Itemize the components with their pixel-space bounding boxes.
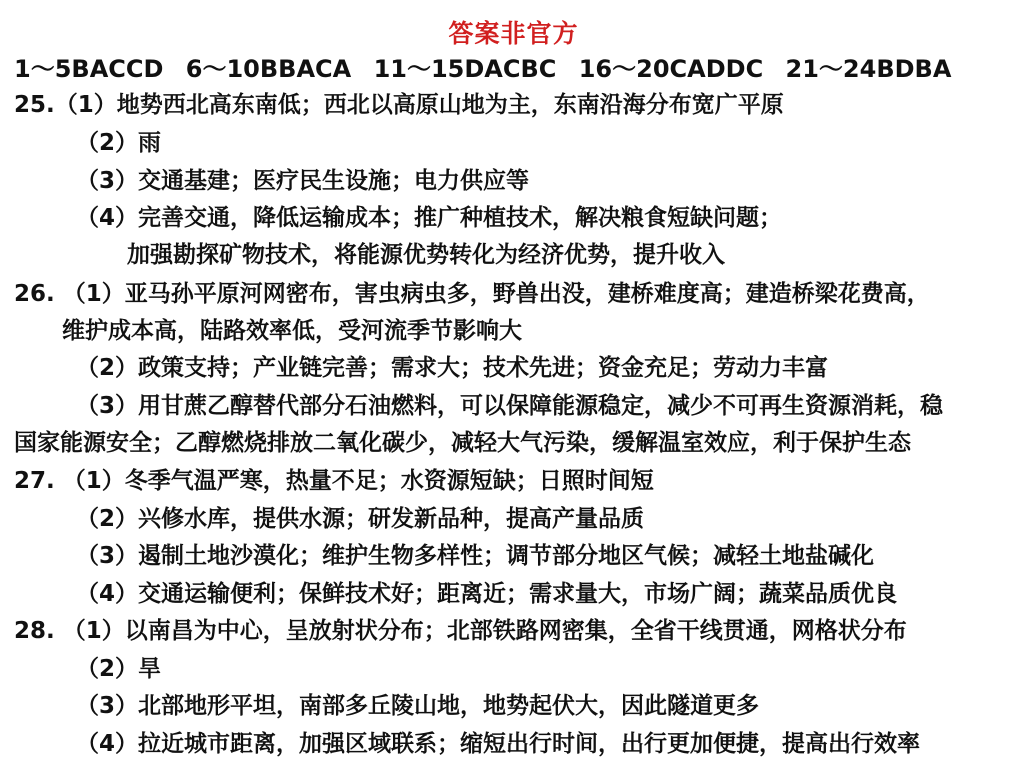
q27-part4: （4）交通运输便利；保鲜技术好；距离近；需求量大，市场广阔；蔬菜品质优良	[76, 581, 898, 607]
page-title: 答案非官方	[448, 19, 579, 48]
q26-part3-cont: 国家能源安全；乙醇燃烧排放二氧化碳少，减轻大气污染，缓解温室效应，利于保护生态	[14, 430, 911, 456]
q26-part1: 26. （1）亚马孙平原河网密布，害虫病虫多，野兽出没，建桥难度高；建造桥梁花费高，	[14, 281, 930, 307]
q28-part3: （3）北部地形平坦，南部多丘陵山地，地势起伏大，因此隧道更多	[76, 693, 760, 719]
q25-part4-cont: 加强勘探矿物技术，将能源优势转化为经济优势，提升收入	[127, 242, 725, 268]
multiple-choice-answers: 1～5BACCD 6～10BBACA 11～15DACBC 16～20CADDC 21～24BDBA	[14, 55, 952, 83]
q27-part1: 27. （1）冬季气温严寒，热量不足；水资源短缺；日照时间短	[14, 468, 654, 494]
q25-part3: （3）交通基建；医疗民生设施；电力供应等	[76, 168, 530, 194]
q25-part1: 25.（1）地势西北高东南低；西北以高原山地为主，东南沿海分布宽广平原	[14, 92, 784, 118]
q25-part4: （4）完善交通，降低运输成本；推广种植技术，解决粮食短缺问题；	[76, 205, 783, 231]
q26-part1-cont: 维护成本高，陆路效率低，受河流季节影响大	[62, 318, 522, 344]
q25-part2: （2）雨	[76, 130, 162, 156]
q28-part4: （4）拉近城市距离，加强区域联系；缩短出行时间，出行更加便捷，提高出行效率	[76, 731, 921, 757]
q26-part3: （3）用甘蔗乙醇替代部分石油燃料，可以保障能源稳定，减少不可再生资源消耗，稳	[76, 393, 944, 419]
q28-part1: 28. （1）以南昌为中心，呈放射状分布；北部铁路网密集，全省干线贯通，网格状分布	[14, 618, 907, 644]
q28-part2: （2）旱	[76, 656, 162, 682]
q27-part2: （2）兴修水库，提供水源；研发新品种，提高产量品质	[76, 506, 645, 532]
q27-part3: （3）遏制土地沙漠化；维护生物多样性；调节部分地区气候；减轻土地盐碱化	[76, 543, 875, 569]
q26-part2: （2）政策支持；产业链完善；需求大；技术先进；资金充足；劳动力丰富	[76, 355, 829, 381]
